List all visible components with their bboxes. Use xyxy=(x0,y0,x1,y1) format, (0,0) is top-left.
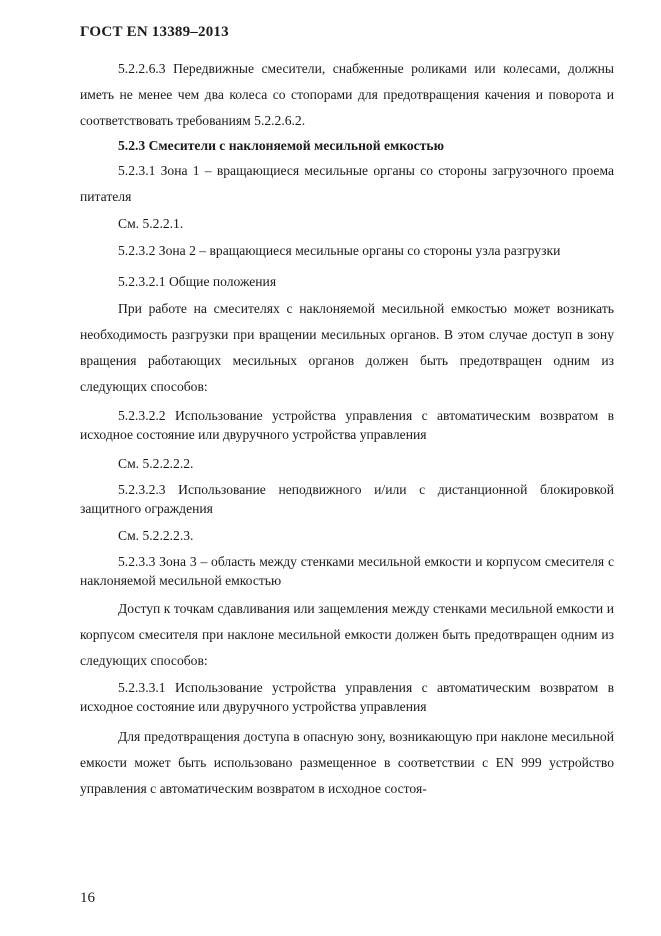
paragraph-5-2-3-2-1: 5.2.3.2.1 Общие положения xyxy=(118,274,277,289)
page-number: 16 xyxy=(80,890,95,906)
paragraph-see-5-2-2-1: См. 5.2.2.1. xyxy=(118,216,184,231)
paragraph-5-2-3-2-3: 5.2.3.2.3 Использование неподвижного и/или с дистанционной блокировкой защитного ограждения xyxy=(80,482,614,516)
paragraph-see-5-2-2-2-2: См. 5.2.2.2.2. xyxy=(118,456,194,471)
paragraph-5-2-3-3-1: 5.2.3.3.1 Использование устройства управления с автоматическим возвратом в исходное состояние или двуручного устройства управления xyxy=(80,680,614,714)
paragraph-5-2-2-6-3: 5.2.2.6.3 Передвижные смесители, снабженные роликами или колесами, должны иметь не менее чем два колеса со стопорами для предотвращения качения и поворота и соответствовать требованиям 5.2.2.6.2. xyxy=(80,61,614,128)
paragraph-zone3-access-text: Доступ к точкам сдавливания или защемления между стенками месильной емкости и корпусом смесителя при наклоне месильной емкости должен быть предотвращен одним из следующих способов: xyxy=(80,601,614,668)
paragraph-5-2-3-2: 5.2.3.2 Зона 2 – вращающиеся месильные органы со стороны узла разгрузки xyxy=(118,243,561,258)
paragraph-danger-zone-text: Для предотвращения доступа в опасную зону, возникающую при наклоне месильной емкости может быть использовано размещенное в соответствии с EN 999 устройство управления с автоматическим возвратом в исходное состоя- xyxy=(80,729,614,796)
paragraph-5-2-3-3: 5.2.3.3 Зона 3 – область между стенками месильной емкости и корпусом смесителя с наклоняемой месильной емкостью xyxy=(80,554,614,588)
document-body xyxy=(80,56,614,802)
section-heading-5-2-3: 5.2.3 Смесители с наклоняемой месильной емкостью xyxy=(118,138,444,153)
paragraph-5-2-3-1: 5.2.3.1 Зона 1 – вращающиеся месильные органы со стороны загрузочного проема питателя xyxy=(80,163,614,204)
document-header: ГОСТ EN 13389–2013 xyxy=(80,24,229,40)
paragraph-5-2-3-2-2: 5.2.3.2.2 Использование устройства управления с автоматическим возвратом в исходное состояние или двуручного устройства управления xyxy=(80,408,614,442)
paragraph-general-provisions-text: При работе на смесителях с наклоняемой месильной емкостью может возникать необходимость разгрузки при вращении месильных органов. В этом случае доступ в зону вращения работающих месильных органов должен быть предотвращен одним из следующих способов: xyxy=(80,301,614,394)
paragraph-see-5-2-2-2-3: См. 5.2.2.2.3. xyxy=(118,528,194,543)
